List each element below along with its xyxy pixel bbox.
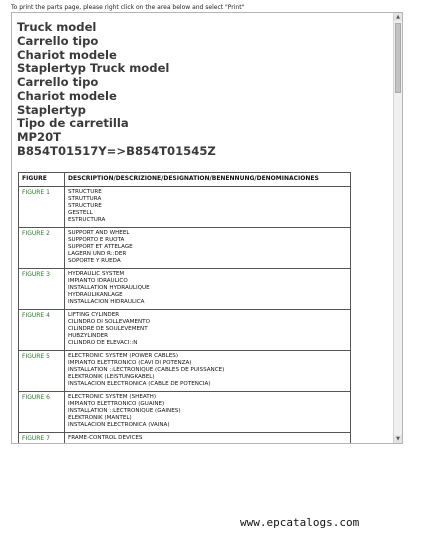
table-row[interactable] (19, 269, 351, 310)
figure-description (65, 392, 351, 433)
table-header-row (19, 173, 351, 187)
description-line: INSTALLATION ::LECTRONIQUE (GAINES) (68, 408, 181, 414)
scrollbar-thumb[interactable] (395, 23, 401, 93)
scroll-down-arrow-icon[interactable]: ▼ (394, 435, 402, 443)
description-line: ELECTRONIC SYSTEM (POWER CABLES) (68, 353, 179, 359)
description-line: INSTALLACION HIDRAULICA (68, 299, 145, 305)
description-line: INSTALLATION ::LECTRONIQUE (CABLES DE PUISSANCE) (68, 367, 225, 373)
description-line: GESTELL (68, 210, 93, 216)
figure-description (65, 310, 351, 351)
figure-description (65, 433, 351, 444)
scroll-up-arrow-icon[interactable]: ▲ (394, 13, 402, 21)
description-line: HUBZYLINDER (68, 333, 109, 339)
description-line: LAGERN UND R::DER (68, 251, 127, 257)
print-instructions: To print the parts page, please right click on the area below and select "Print" (11, 4, 245, 11)
table-row[interactable] (19, 228, 351, 269)
parts-frame[interactable] (11, 12, 403, 444)
description-line: STRUTTURA (68, 196, 102, 202)
description-line: HYDRAULIC SYSTEM (68, 271, 125, 277)
figure-description (65, 351, 351, 392)
description-line: IMPIANTO ELETTRONICO (GUAINE) (68, 401, 165, 407)
title-block (12, 13, 394, 159)
description-line: INSTALACION ELECTRONICA (VAINA) (68, 422, 170, 428)
table-row[interactable] (19, 187, 351, 228)
description-line: IMPIANTO IDRAULICO (68, 278, 128, 284)
figure-link[interactable]: FIGURE 4 (19, 310, 65, 351)
description-line: IMPIANTO ELETTRONICO (CAVI DI POTENZA) (68, 360, 192, 366)
title-line: Chariot modele (17, 88, 117, 103)
description-line: SUPPORTO E RUOTA (68, 237, 125, 243)
title-line: Truck model (17, 20, 97, 34)
description-line: CILINDRE DE SOULEVEMENT (68, 326, 148, 332)
description-line: ELEKTRONIK (LEISTUNGKABEL) (68, 374, 155, 380)
parts-content (12, 13, 394, 443)
description-line: ELECTRONIC SYSTEM (SHEATH) (68, 394, 157, 400)
title-line: Staplertyp (17, 102, 86, 117)
title-line: Carrello tipo (17, 75, 99, 89)
description-line: ESTRUCTURA (68, 217, 106, 223)
table-row[interactable] (19, 310, 351, 351)
description-line: INSTALLATION HYDRAULIQUE (68, 285, 150, 291)
figure-link[interactable]: FIGURE 7 (19, 433, 65, 444)
model-code: MP20T (17, 130, 62, 144)
description-line: FRAME-CONTROL DEVICES (68, 435, 143, 441)
table-row[interactable] (19, 351, 351, 392)
description-line: SUPPORT AND WHEEL (68, 230, 130, 236)
description-line: ELEKTRONIK (MANTEL) (68, 415, 132, 421)
figure-link[interactable]: FIGURE 2 (19, 228, 65, 269)
figure-description (65, 187, 351, 228)
description-line: INSTALACION ELECTRONICA (CABLE DE POTENCIA) (68, 381, 211, 387)
title-line: Tipo de carretilla (17, 116, 129, 131)
description-line: STRUCTURE (68, 203, 102, 209)
figure-link[interactable]: FIGURE 5 (19, 351, 65, 392)
figure-column-header: FIGURE (19, 173, 65, 187)
figure-link[interactable]: FIGURE 1 (19, 187, 65, 228)
figure-description (65, 269, 351, 310)
description-column-header: DESCRIPTION/DESCRIZIONE/DESIGNATION/BENENNUNG/DENOMINACIONES (65, 173, 351, 187)
title-line: Staplertyp Truck model (17, 61, 170, 76)
figure-link[interactable]: FIGURE 6 (19, 392, 65, 433)
serial-range: B854T01517Y=>B854T01545Z (17, 143, 216, 158)
figures-table (18, 172, 351, 443)
watermark: www.epcatalogs.com (240, 516, 360, 529)
description-line: SUPPORT ET ATTELAGE (68, 244, 133, 250)
vertical-scrollbar[interactable] (393, 13, 402, 443)
title-line: Carrello tipo (17, 33, 99, 48)
figure-link[interactable]: FIGURE 3 (19, 269, 65, 310)
description-line: CILINDRO DE ELEVACI::N (68, 340, 138, 346)
title-line: Chariot modele (17, 47, 117, 62)
table-row[interactable] (19, 392, 351, 433)
description-line: STRUCTURE (68, 189, 102, 195)
description-line: SOPORTE Y RUEDA (68, 258, 121, 264)
figure-description (65, 228, 351, 269)
description-line: CILINDRO DI SOLLEVAMENTO (68, 319, 150, 325)
description-line: HYDRAULIKANLAGE (68, 292, 123, 298)
table-row[interactable] (19, 433, 351, 444)
description-line: LIFTING CYLINDER (68, 312, 120, 318)
